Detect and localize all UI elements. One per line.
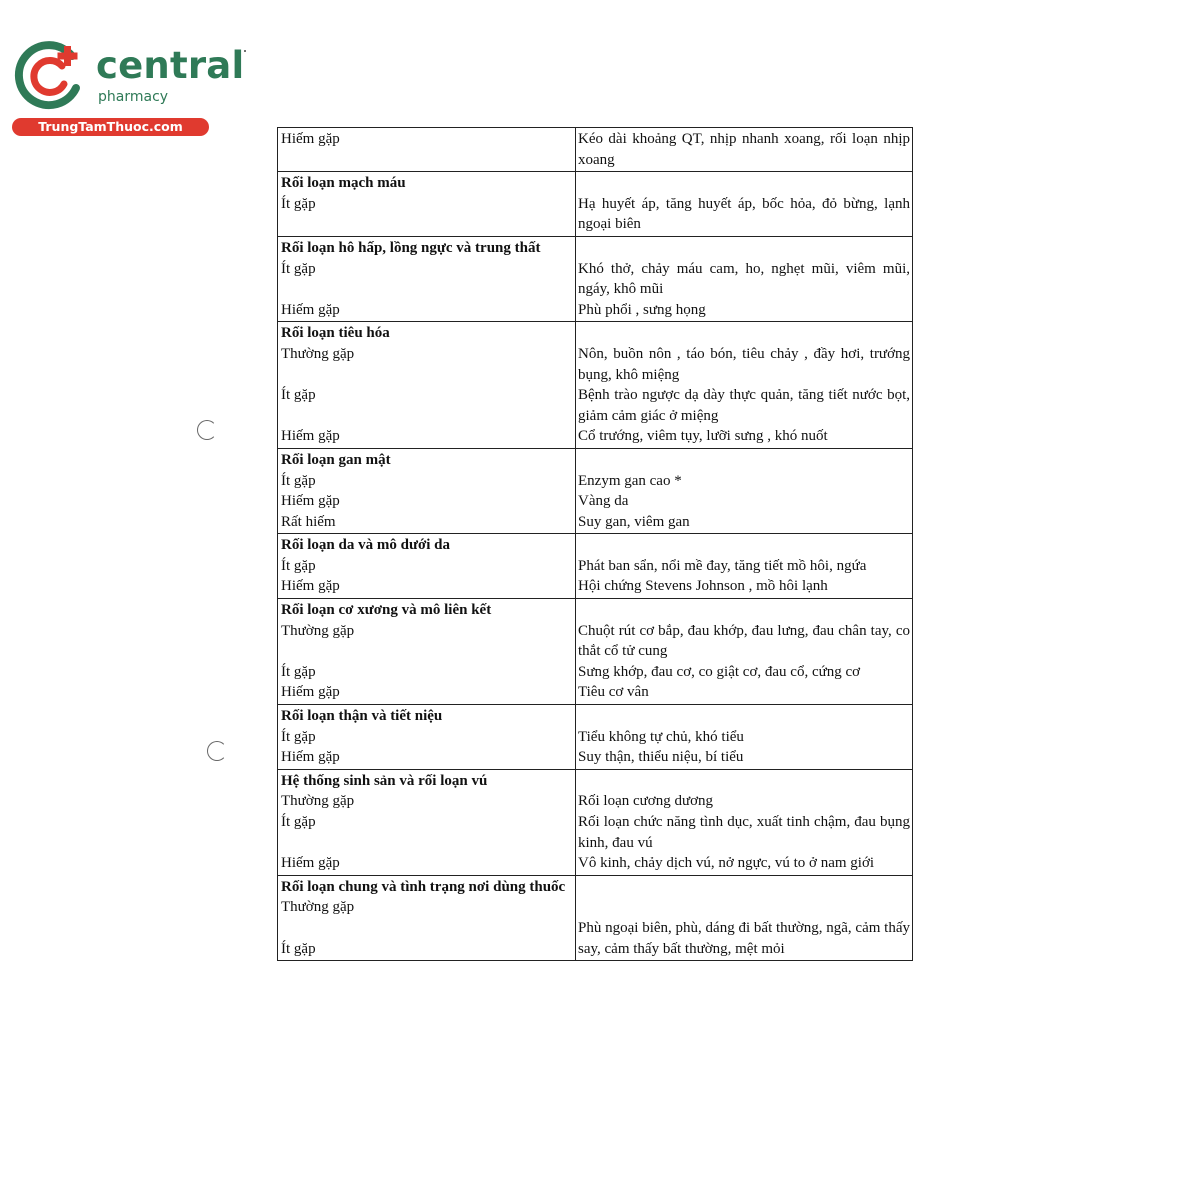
frequency-label: Hiếm gặp	[281, 578, 340, 595]
effects-text: Phù ngoại biên, phù, dáng đi bất thường, ngã, cảm thấy say, cảm thấy bất thường, mệt mỏi	[578, 919, 910, 957]
frequency-label: Hiếm gặp	[281, 131, 340, 147]
frequency-label	[281, 406, 575, 427]
effects-text: Rối loạn cương dương	[578, 793, 714, 810]
frequency-label: Thường gặp	[281, 345, 355, 362]
frequency-label: Ít gặp	[281, 814, 316, 830]
effects-text	[578, 877, 910, 898]
table-row	[277, 769, 913, 875]
frequency-label	[281, 833, 575, 854]
effects-cell	[576, 599, 913, 704]
effects-text	[578, 238, 910, 259]
table-row	[277, 236, 913, 321]
category-heading: Rối loạn da và mô dưới da	[281, 537, 451, 554]
effects-text: Hạ huyết áp, tăng huyết áp, bốc hỏa, đỏ bừng, lạnh ngoại biên	[578, 195, 910, 233]
effects-text	[578, 450, 910, 471]
frequency-cell	[277, 449, 576, 533]
frequency-label	[281, 641, 575, 662]
frequency-cell	[277, 770, 576, 875]
effects-text: Phù phổi , sưng họng	[578, 301, 706, 318]
logo-mark-icon	[10, 38, 90, 110]
frequency-cell	[277, 237, 576, 321]
punch-hole-mark	[197, 420, 217, 440]
frequency-label: Rất hiếm	[281, 513, 336, 530]
table-row	[277, 704, 913, 769]
table-row	[277, 598, 913, 704]
table-row	[277, 171, 913, 236]
effects-text: Chuột rút cơ bắp, đau khớp, đau lưng, đau chân tay, co thắt cổ tử cung	[578, 622, 910, 660]
category-heading: Rối loạn hô hấp, lồng ngực và trung thất	[281, 239, 541, 256]
effects-text: Kéo dài khoảng QT, nhịp nhanh xoang, rối loạn nhịp xoang	[578, 131, 910, 168]
effects-text: Vô kinh, chảy dịch vú, nở ngực, vú to ở nam giới	[578, 855, 875, 872]
effects-text: Suy thận, thiểu niệu, bí tiểu	[578, 749, 744, 766]
effects-text	[578, 323, 910, 344]
frequency-cell	[277, 128, 576, 171]
table-row	[277, 321, 913, 448]
frequency-label: Hiếm gặp	[281, 749, 340, 766]
frequency-cell	[277, 599, 576, 704]
effects-text	[578, 706, 910, 727]
effects-cell	[576, 237, 913, 321]
effects-cell	[576, 534, 913, 598]
effects-text: Bệnh trào ngược dạ dày thực quản, tăng tiết nước bọt, giảm cảm giác ở miệng	[578, 387, 910, 424]
frequency-cell	[277, 172, 576, 236]
effects-text	[578, 600, 910, 621]
frequency-label: Hiếm gặp	[281, 493, 340, 510]
frequency-label: Ít gặp	[281, 260, 316, 277]
effects-text: Nôn, buồn nôn , táo bón, tiêu chảy , đầy hơi, trướng bụng, khô miệng	[578, 345, 910, 383]
punch-hole-mark	[207, 741, 227, 761]
frequency-cell	[277, 534, 576, 598]
effects-cell	[576, 128, 913, 171]
effects-cell	[576, 705, 913, 769]
logo-site-badge: TrungTamThuoc.com	[12, 118, 209, 136]
effects-text: Khó thở, chảy máu cam, ho, nghẹt mũi, viêm mũi, ngáy, khô mũi	[578, 260, 910, 298]
category-heading: Rối loạn tiêu hóa	[281, 325, 390, 342]
logo-sub-text: pharmacy	[98, 89, 169, 105]
effects-text: Phát ban sẩn, nổi mề đay, tăng tiết mồ hôi, ngứa	[578, 557, 867, 574]
category-heading: Rối loạn thận và tiết niệu	[281, 708, 443, 725]
effects-cell	[576, 172, 913, 236]
frequency-label: Ít gặp	[281, 195, 316, 212]
frequency-label: Thường gặp	[281, 622, 355, 639]
scan-speck	[244, 50, 246, 52]
effects-text: Hội chứng Stevens Johnson , mồ hôi lạnh	[578, 578, 828, 595]
central-pharmacy-logo	[10, 38, 245, 138]
frequency-cell	[277, 705, 576, 769]
effects-text	[578, 173, 910, 194]
effects-text	[578, 535, 910, 556]
frequency-label: Hiếm gặp	[281, 684, 340, 701]
effects-cell	[576, 322, 913, 448]
table-row	[277, 448, 913, 533]
frequency-label: Hiếm gặp	[281, 428, 340, 445]
effects-cell	[576, 449, 913, 533]
side-effects-table	[277, 127, 913, 961]
frequency-label: Ít gặp	[281, 940, 316, 957]
effects-cell	[576, 876, 913, 960]
category-heading: Rối loạn cơ xương và mô liên kết	[281, 602, 492, 619]
frequency-label	[281, 918, 575, 939]
effects-text: Suy gan, viêm gan	[578, 513, 690, 530]
category-heading: Rối loạn gan mật	[281, 451, 391, 468]
effects-text: Sưng khớp, đau cơ, co giật cơ, đau cổ, cứng cơ	[578, 663, 861, 680]
frequency-label: Ít gặp	[281, 472, 316, 489]
frequency-label: Ít gặp	[281, 557, 316, 574]
effects-text: Tiểu không tự chủ, khó tiểu	[578, 728, 744, 745]
table-row	[277, 533, 913, 598]
effects-text	[578, 897, 910, 918]
effects-text: Vàng da	[578, 493, 629, 510]
frequency-label: Hiếm gặp	[281, 301, 340, 318]
frequency-label	[281, 279, 575, 300]
effects-text: Tiêu cơ vân	[578, 684, 649, 701]
category-heading: Hệ thống sinh sản và rối loạn vú	[281, 772, 488, 789]
table-row	[277, 127, 913, 171]
frequency-label: Ít gặp	[281, 663, 316, 680]
frequency-label: Ít gặp	[281, 387, 316, 404]
frequency-cell	[277, 876, 576, 960]
effects-text: Cổ trướng, viêm tụy, lưỡi sưng , khó nuốt	[578, 428, 828, 445]
category-heading: Rối loạn mạch máu	[281, 175, 406, 192]
logo-brand-text: central	[96, 44, 245, 87]
frequency-label: Ít gặp	[281, 728, 316, 745]
frequency-label: Thường gặp	[281, 899, 355, 916]
frequency-label: Hiếm gặp	[281, 855, 340, 872]
frequency-label	[281, 365, 575, 386]
effects-text: Enzym gan cao *	[578, 472, 682, 489]
effects-cell	[576, 770, 913, 875]
frequency-cell	[277, 322, 576, 448]
effects-text: Rối loạn chức năng tình dục, xuất tinh chậm, đau bụng kinh, đau vú	[578, 814, 910, 851]
effects-text	[578, 771, 910, 792]
frequency-label: Thường gặp	[281, 793, 355, 810]
category-heading: Rối loạn chung và tình trạng nơi dùng thuốc	[281, 878, 566, 895]
table-row	[277, 875, 913, 961]
frequency-label	[281, 150, 575, 171]
